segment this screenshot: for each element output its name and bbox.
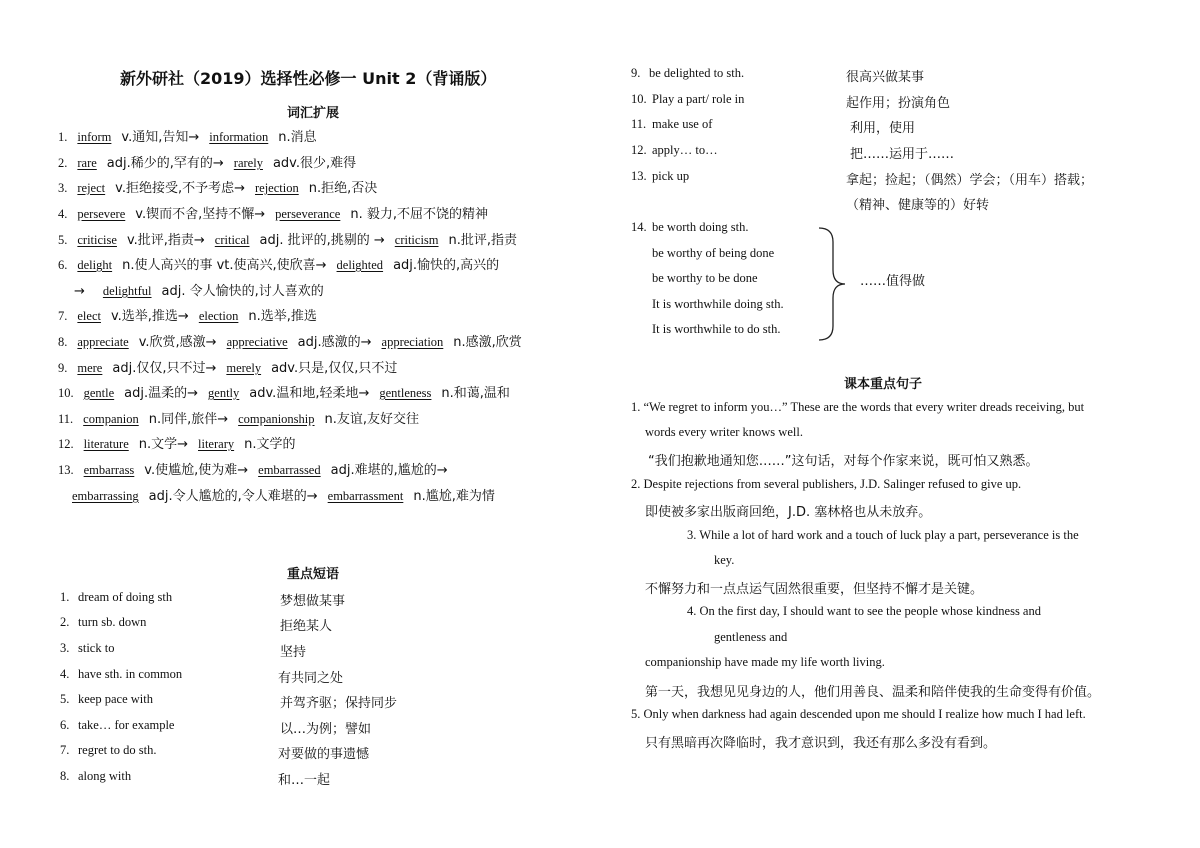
vocab-row	[58, 126, 323, 148]
sentence-en: 3. While a lot of hard work and a touch of luck play a part, perseverance is the	[687, 528, 1079, 542]
phrase-zh: ……值得做	[860, 274, 926, 289]
vocab-word: gently	[208, 386, 240, 400]
vocab-row	[58, 152, 362, 174]
vocab-word: literary	[198, 437, 235, 451]
vocab-word: criticism	[394, 233, 439, 247]
phrase-zh: 梦想做某事	[280, 594, 346, 609]
row-number: 5.	[58, 233, 68, 247]
phrase-variant: be worth doing sth.	[652, 220, 749, 234]
sentence-zh: “我们抱歉地通知您……”这句话，对每个作家来说，既可怕又熟悉。	[648, 454, 1039, 469]
vocab-word: companionship	[238, 412, 315, 426]
phrase-number: 9.	[631, 66, 641, 80]
vocab-word: delight	[77, 258, 113, 272]
sentence-en: gentleness and	[714, 630, 788, 644]
phrase-variant: It is worthwhile to do sth.	[652, 322, 781, 336]
vocab-word: embarrassing	[72, 489, 139, 503]
sentence-zh: 只有黑暗再次降临时，我才意识到，我还有那么多没有看到。	[645, 736, 997, 751]
phrase-number: 10.	[631, 92, 647, 106]
phrase-zh: 拒绝某人	[280, 619, 333, 634]
sentence-en: key.	[714, 553, 735, 567]
vocab-word: appreciate	[77, 335, 129, 349]
row-number: 2.	[58, 156, 68, 170]
vocab-word: gentle	[83, 386, 115, 400]
vocab-meaning: n.同伴,旅伴→	[148, 412, 229, 427]
phrase-en: turn sb. down	[78, 615, 147, 629]
vocab-meaning: v.通知,告知→	[121, 130, 200, 145]
vocab-meaning: adj.愉快的,高兴的	[393, 258, 500, 273]
phrase-en: dream of doing sth	[78, 590, 173, 604]
vocab-word: literature	[83, 437, 129, 451]
sentence-en: words every writer knows well.	[645, 425, 803, 439]
vocab-meaning: n.感激,欣赏	[453, 335, 522, 350]
vocab-meaning: v.使尴尬,使为难→	[144, 463, 249, 478]
vocab-row	[58, 433, 301, 455]
row-number: 9.	[58, 361, 68, 375]
phrase-zh: 和…一起	[278, 773, 331, 788]
phrase-zh: 并驾齐驱；保持同步	[280, 696, 398, 711]
row-number: 10.	[58, 386, 74, 400]
vocab-word: perseverance	[275, 207, 341, 221]
phrase-zh: 有共同之处	[278, 671, 344, 686]
vocab-word: delighted	[336, 258, 384, 272]
vocab-meaning: n.使人高兴的事 vt.使高兴,使欣喜→	[122, 258, 327, 273]
vocab-meaning: n.和蔼,温和	[441, 386, 510, 401]
phrases-heading: 重点短语	[287, 567, 340, 582]
phrase-number: 12.	[631, 143, 647, 157]
sentence-zh: 即使被多家出版商回绝，J.D. 塞林格也从未放弃。	[645, 505, 932, 520]
sentence-en: companionship have made my life worth living.	[645, 655, 885, 669]
vocab-row	[58, 331, 528, 353]
phrase-zh: 利用，使用	[850, 121, 916, 136]
vocab-row	[58, 305, 323, 327]
phrase-en: make use of	[652, 117, 713, 131]
vocab-word: companion	[83, 412, 139, 426]
vocab-row	[58, 177, 383, 199]
vocab-meaning: adj.仅仅,只不过→	[112, 361, 217, 376]
phrase-zh: 拿起；捡起；（偶然）学会；（用车）搭载；	[846, 173, 1094, 188]
sentence-zh: 第一天，我想见见身边的人，他们用善良、温柔和陪伴使我的生命变得有价值。	[645, 685, 1101, 700]
sentence-zh: 不懈努力和一点点运气固然很重要，但坚持不懈才是关键。	[645, 582, 984, 597]
vocab-meaning: v.欣赏,感激→	[138, 335, 217, 350]
phrase-zh: 起作用；扮演角色	[846, 96, 951, 111]
vocab-meaning: n.批评,指责	[448, 233, 518, 248]
sentences-heading: 课本重点句子	[844, 377, 923, 392]
vocab-meaning: adj.稀少的,罕有的→	[106, 156, 224, 171]
phrase-number: 2.	[60, 615, 70, 629]
row-number: 1.	[58, 130, 68, 144]
vocab-word: embarrassment	[327, 489, 404, 503]
vocab-meaning: adj.感激的→	[297, 335, 372, 350]
phrase-zh: 以…为例；譬如	[280, 722, 372, 737]
phrase-en: have sth. in common	[78, 667, 183, 681]
phrase-number: 1.	[60, 590, 70, 604]
vocab-meaning: adj.温柔的→	[124, 386, 199, 401]
vocab-word: appreciation	[381, 335, 444, 349]
vocab-row	[58, 357, 403, 379]
vocab-meaning: n.友谊,友好交往	[324, 412, 420, 427]
phrase-en: Play a part/ role in	[652, 92, 745, 106]
phrase-en: along with	[78, 769, 132, 783]
vocab-meaning: adj.难堪的,尴尬的→	[330, 463, 448, 478]
arrow: →	[74, 284, 85, 299]
phrase-number: 11.	[631, 117, 647, 131]
vocab-word: embarrassed	[258, 463, 321, 477]
vocab-meaning: n. 毅力,不屈不饶的精神	[350, 207, 488, 222]
phrase-number: 5.	[60, 692, 70, 706]
vocab-meaning: adj. 批评的,挑剔的 →	[259, 233, 385, 248]
vocab-word: embarrass	[83, 463, 135, 477]
sentence-en: 5. Only when darkness had again descended upon me should I realize how much I had left.	[631, 707, 1086, 721]
vocab-row	[58, 408, 425, 430]
vocab-meaning: v.批评,指责→	[126, 233, 205, 248]
vocab-meaning: n.文学的	[244, 437, 296, 452]
vocab-meaning: adv.很少,难得	[272, 156, 357, 171]
vocab-word: reject	[77, 181, 106, 195]
page-title: 新外研社（2019）选择性必修一 Unit 2（背诵版）	[120, 69, 497, 88]
vocab-meaning: adj.令人尴尬的,令人难堪的→	[148, 489, 318, 504]
sentence-en: 4. On the first day, I should want to see the people whose kindness and	[687, 604, 1041, 618]
phrase-number: 4.	[60, 667, 70, 681]
phrase-variant: It is worthwhile doing sth.	[652, 297, 784, 311]
row-number: 12.	[58, 437, 74, 451]
vocab-meaning: n.尴尬,难为情	[413, 489, 495, 504]
vocab-meaning: v.拒绝接受,不予考虑→	[115, 181, 245, 196]
phrase-zh-continued: （精神、健康等的）好转	[846, 198, 990, 213]
vocab-word: mere	[77, 361, 103, 375]
vocab-word: merely	[226, 361, 262, 375]
phrase-en: apply… to…	[652, 143, 718, 157]
vocab-word: inform	[77, 130, 112, 144]
phrase-variant: be worthy of being done	[652, 246, 775, 260]
phrase-number: 14.	[631, 220, 647, 234]
vocab-heading: 词汇扩展	[287, 106, 340, 121]
sentence-en: 1. “We regret to inform you…” These are the words that every writer dreads receiving, but	[631, 400, 1085, 414]
phrase-zh: 把……运用于……	[850, 147, 955, 162]
row-number: 11.	[58, 412, 74, 426]
phrase-number: 6.	[60, 718, 70, 732]
vocab-word: rejection	[254, 181, 299, 195]
vocab-word: criticise	[77, 233, 117, 247]
row-number: 6.	[58, 258, 68, 272]
vocab-meaning: adv.只是,仅仅,只不过	[271, 361, 398, 376]
phrase-en: stick to	[78, 641, 115, 655]
row-number: 4.	[58, 207, 68, 221]
vocab-row	[58, 459, 454, 481]
phrase-zh: 很高兴做某事	[846, 70, 925, 85]
vocab-word: rare	[77, 156, 97, 170]
vocab-meaning: adj. 令人愉快的,讨人喜欢的	[161, 284, 324, 299]
right-brace-icon	[815, 226, 855, 342]
vocab-word: delightful	[102, 284, 152, 298]
phrase-number: 13.	[631, 169, 647, 183]
vocab-row	[72, 485, 501, 507]
vocab-meaning: n.消息	[278, 130, 317, 145]
phrase-en: regret to do sth.	[78, 743, 157, 757]
phrase-number: 8.	[60, 769, 70, 783]
row-number: 7.	[58, 309, 68, 323]
vocab-word: gentleness	[379, 386, 432, 400]
vocab-word: information	[209, 130, 269, 144]
vocab-row	[58, 229, 523, 251]
phrase-variant: be worthy to be done	[652, 271, 758, 285]
vocab-word: elect	[77, 309, 101, 323]
vocab-meaning: n.拒绝,否决	[308, 181, 378, 196]
phrase-number: 7.	[60, 743, 70, 757]
phrase-zh: 对要做的事遗憾	[278, 747, 370, 762]
vocab-meaning: v.选举,推选→	[110, 309, 189, 324]
row-number: 8.	[58, 335, 68, 349]
phrase-en: take… for example	[78, 718, 175, 732]
phrase-en: pick up	[652, 169, 690, 183]
vocab-word: rarely	[233, 156, 263, 170]
vocab-word: election	[198, 309, 239, 323]
vocab-meaning: n.选举,推选	[248, 309, 317, 324]
vocab-row	[58, 203, 494, 225]
vocab-row	[58, 382, 516, 404]
vocab-word: persevere	[77, 207, 126, 221]
vocab-meaning: v.锲而不舍,坚持不懈→	[135, 207, 266, 222]
phrase-number: 3.	[60, 641, 70, 655]
phrase-en: be delighted to sth.	[649, 66, 745, 80]
sentence-en: 2. Despite rejections from several publishers, J.D. Salinger refused to give up.	[631, 477, 1022, 491]
vocab-word: critical	[214, 233, 250, 247]
phrase-en: keep pace with	[78, 692, 153, 706]
vocab-meaning: n.文学→	[138, 437, 189, 452]
vocab-row	[58, 254, 505, 276]
phrase-zh: 坚持	[280, 645, 307, 660]
row-number: 3.	[58, 181, 68, 195]
vocab-word: appreciative	[226, 335, 288, 349]
vocab-meaning: adv.温和地,轻柔地→	[249, 386, 370, 401]
row-number: 13.	[58, 463, 74, 477]
vocab-row	[74, 280, 330, 302]
